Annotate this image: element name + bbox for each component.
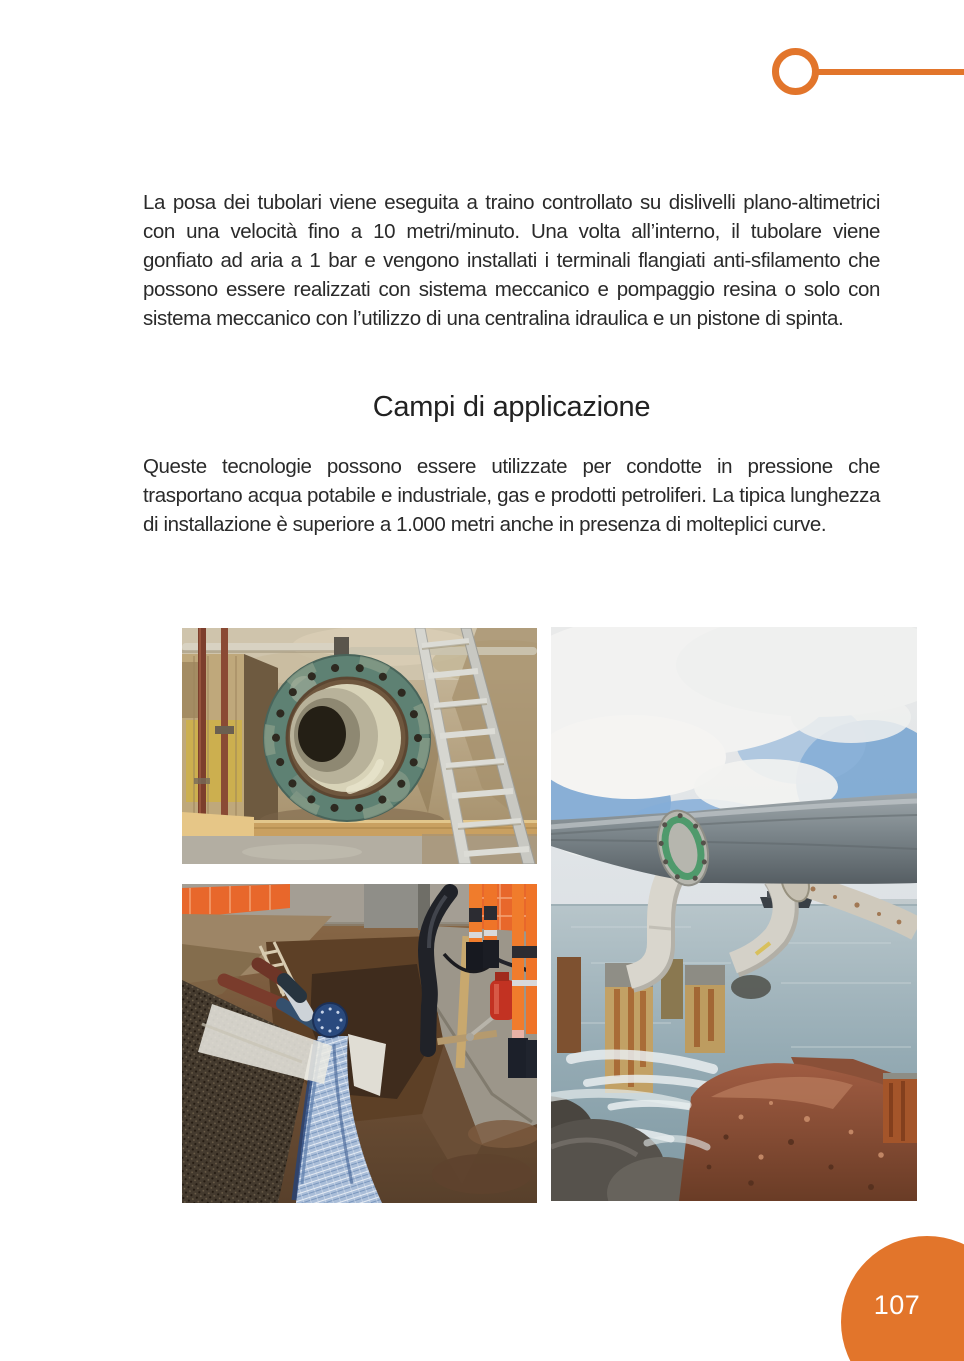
photo-trench-liner-art (182, 884, 537, 1203)
pipe-flange (264, 655, 430, 821)
photo-excavation-pipe (182, 628, 537, 864)
photo-trench-liner (182, 884, 537, 1203)
worker-leg-right (508, 884, 537, 1078)
photo-sea-pipeline (551, 627, 917, 1201)
photo-excavation-pipe-art (182, 628, 537, 864)
page-number: 107 (873, 1290, 921, 1320)
header-rule (817, 69, 964, 75)
header-ring-icon (772, 48, 819, 95)
photo-sea-pipeline-art (551, 627, 917, 1201)
section-heading: Campi di applicazione (372, 391, 651, 424)
paragraph-installation: La posa dei tubolari viene eseguita a traino controllato su dislivelli plano-altimetrici con una velocità fino a 10 metri/minuto. Una volta all’interno, il tubolare viene gonfiato ad aria a 1 bar e vengono installati i terminali flangiati anti-sfilamento che possono essere realizzati con sistema meccanico e pompaggio resina o solo con sistema meccanico con l’utilizzo di una centralina idraulica e un pistone di spinta. (143, 190, 880, 330)
paragraph-applications: Queste tecnologie possono essere utilizzate per condotte in pressione che trasportano acqua potabile e industriale, gas e prodotti petroliferi. La tipica lunghezza di installazione è superiore a 1.000 metri anche in presenza di molteplici curve. (143, 454, 880, 536)
